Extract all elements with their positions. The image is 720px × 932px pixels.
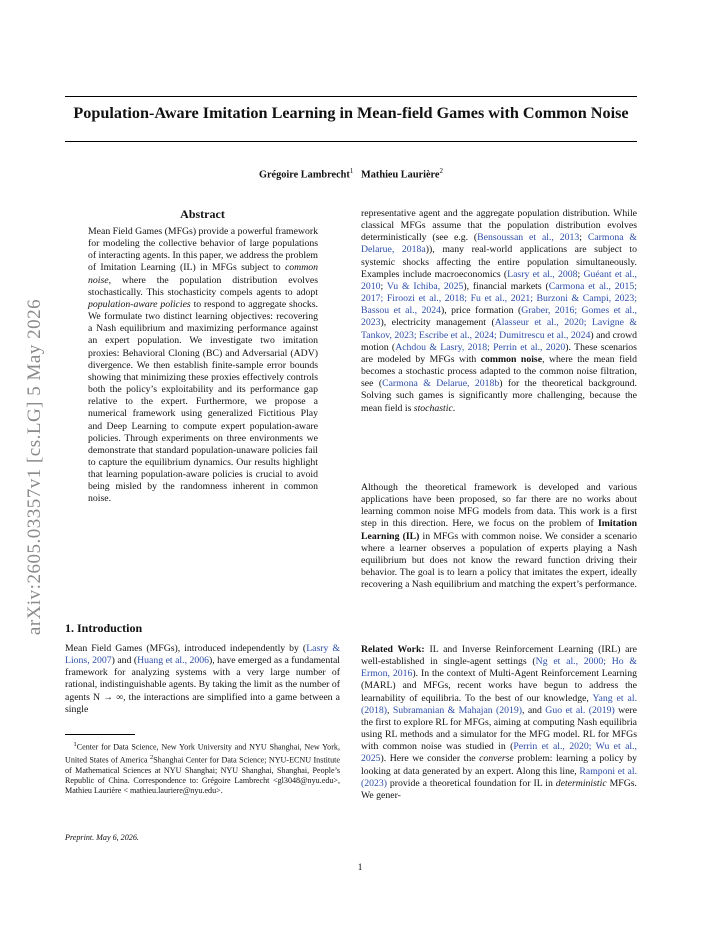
right-column-paragraph-2: Although the theoretical framework is developed and various applications have been proposed, so far there are no works about learning common noise MFG models from data. This work is a first step in this direction. Here, we focus on the problem of Imitation Learning (IL) in MFGs with common noise. We consider a scenario where a learner observes a population of experts playing a Nash equilibrium but does not know the reward function driving their behavior. The goal is to learn a policy that imitates the expert, ideally recovering a Nash equilibrium and matching the expert’s performance. <box>361 482 637 591</box>
citation-link[interactable]: Graber, 2016; Gomes et al., 2023 <box>361 305 637 329</box>
arxiv-identifier: arXiv:2605.03357v1 [cs.LG] 5 May 2026 <box>24 298 45 636</box>
citation-link[interactable]: Carmona & Delarue, 2018b <box>382 378 500 390</box>
author-affiliation-mark: 1 <box>349 167 354 175</box>
author-name: Grégoire Lambrecht <box>258 169 350 181</box>
intro-paragraph: Mean Field Games (MFGs), introduced independently by (Lasry & Lions, 2007) and (Huang et al., 2006), have emerged as a fundamental framework for analyzing systems with a very large number of rational, indistinguishable agents. By taking the limit as the number of agents N → ∞, the interactions are simplified into a game between a single <box>65 643 340 715</box>
abstract-heading: Abstract <box>180 207 225 221</box>
page-number: 1 <box>357 862 363 873</box>
citation-link[interactable]: Huang et al., 2006 <box>137 655 209 667</box>
citation-link[interactable]: Alasseur et al., 2020; Lavigne & Tankov, 2023; Escribe et al., 2024; Dumitrescu et al., 2024 <box>361 317 637 341</box>
section-heading-introduction: 1. Introduction <box>65 621 143 635</box>
related-work-heading: Related Work: <box>361 644 425 655</box>
citation-link[interactable]: Guo et al. (2019) <box>545 704 615 716</box>
citation-link[interactable]: Ramponi et al. (2023) <box>361 765 637 789</box>
citation-link[interactable]: Achdou & Lasry, 2018; Perrin et al., 2020 <box>395 341 566 353</box>
citation-link[interactable]: Lasry & Lions, 2007 <box>65 643 340 667</box>
citation-link[interactable]: Bensoussan et al., 2013 <box>477 232 580 244</box>
affiliation-footnote: $^1$Center for Data Science, New York University and NYU Shanghai, New York, United States of America $^2$Shanghai Center for Data Science; NYU-ECNU Institute of Mathematical Sciences at NYU Shanghai; NYU Shanghai, Shanghai, People’s Republic of China. Correspondence to: Grégoire Lambrecht <gl3048@nyu.edu>, Mathieu Laurière < mathieu.lauriere@nyu.edu>. <box>65 741 340 795</box>
related-work-paragraph: Related Work: IL and Inverse Reinforcement Learning (IRL) are well-established in single-agent settings (Ng et al., 2000; Ho & Ermon, 2016). In the context of Multi-Agent Reinforcement Learning (MARL) and MFGs, recent works have begun to address the learnability of equilibria. To the best of our knowledge, Yang et al. (2018), Subramanian & Mahajan (2019), and Guo et al. (2019) were the first to explore RL for MFGs, aiming at computing Nash equilibria using RL methods and a simulator for the MFG model. RL for MFGs with common noise was studied in (Perrin et al., 2020; Wu et al., 2025). Here we consider the converse problem: learning a policy by looking at data generated by an expert. Along this line, Ramponi et al. (2023) provide a theoretical foundation for IL in deterministic MFGs. We gener- <box>361 644 638 801</box>
author-affiliation-mark: 2 <box>439 167 444 175</box>
right-column-paragraph-1: representative agent and the aggregate population distribution. While classical MFGs assume that the population distribution evolves deterministically (see e.g. (Bensoussan et al., 2013; Carmona & Delarue, 2018a)), many real-world applications are subject to systemic shocks affecting the entire population simultaneously. Examples include macroeconomics (Lasry et al., 2008; Guéant et al., 2010; Vu & Ichiba, 2025), financial markets (Carmona et al., 2015; 2017; Firoozi et al., 2018; Fu et al., 2021; Burzoni & Campi, 2023; Bassou et al., 2024), price formation (Graber, 2016; Gomes et al., 2023), electricity management (Alasseur et al., 2020; Lavigne & Tankov, 2023; Escribe et al., 2024; Dumitrescu et al., 2024) and crowd motion (Achdou & Lasry, 2018; Perrin et al., 2020). These scenarios are modeled by MFGs with common noise, where the mean field becomes a stochastic process adapted to the common noise filtration, see (Carmona & Delarue, 2018b) for the theoretical background. Solving such games is significantly more challenging, because the mean field is stochastic. <box>361 208 637 414</box>
author-name: Mathieu Laurière <box>361 169 440 181</box>
abstract-text: Mean Field Games (MFGs) provide a powerful framework for modeling the collective behavior of large populations of interacting agents. In this paper, we address the problem of Imitation Learning (IL) in MFGs subject to common noise, where the population distribution evolves stochastically. This stochasticity compels agents to adopt population-aware policies to respond to aggregate shocks. We formulate two distinct learning objectives: recovering a Nash equilibrium and maximizing performance against an expert population. We investigate two imitation proxies: Behavioral Cloning (BC) and Adversarial (ADV) divergence. We then establish finite-sample error bounds showing that minimizing these proxies effectively controls both the policy’s exploitability and its performance gap relative to the expert. Furthermore, we propose a numerical framework using generalized Fictitious Play and Deep Learning to compute expert population-aware policies. Through experiments on three environments we demonstrate that standard population-unaware policies fail to capture the equilibrium dynamics. Our results highlight that learning population-aware policies is crucial to avoid being misled by the randomness inherent in common noise. <box>88 226 319 505</box>
paper-title: Population-Aware Imitation Learning in Mean-field Games with Common Noise <box>73 104 629 122</box>
citation-link[interactable]: Carmona & Delarue, 2018a <box>361 232 637 256</box>
citation-link[interactable]: Carmona et al., 2015; 2017; Firoozi et al., 2018; Fu et al., 2021; Burzoni & Campi, 2023; Bassou et al., 2024 <box>361 280 637 317</box>
citation-link[interactable]: Lasry et al., 2008 <box>507 268 578 280</box>
preprint-date: Preprint. May 6, 2026. <box>65 833 139 842</box>
citation-link[interactable]: Guéant et al., 2010 <box>361 268 637 292</box>
citation-link[interactable]: Vu & Ichiba, 2025 <box>386 280 464 292</box>
citation-link[interactable]: Subramanian & Mahajan (2019) <box>392 704 523 716</box>
citation-link[interactable]: Yang et al. (2018) <box>361 692 638 716</box>
citation-link[interactable]: Perrin et al., 2020; Wu et al., 2025 <box>361 741 637 765</box>
citation-link[interactable]: Ng et al., 2000; Ho & Ermon, 2016 <box>361 656 637 680</box>
title-rule-top <box>65 96 637 97</box>
title-rule-bottom <box>65 141 637 142</box>
footnote-rule <box>65 734 135 735</box>
author-list <box>65 167 637 180</box>
